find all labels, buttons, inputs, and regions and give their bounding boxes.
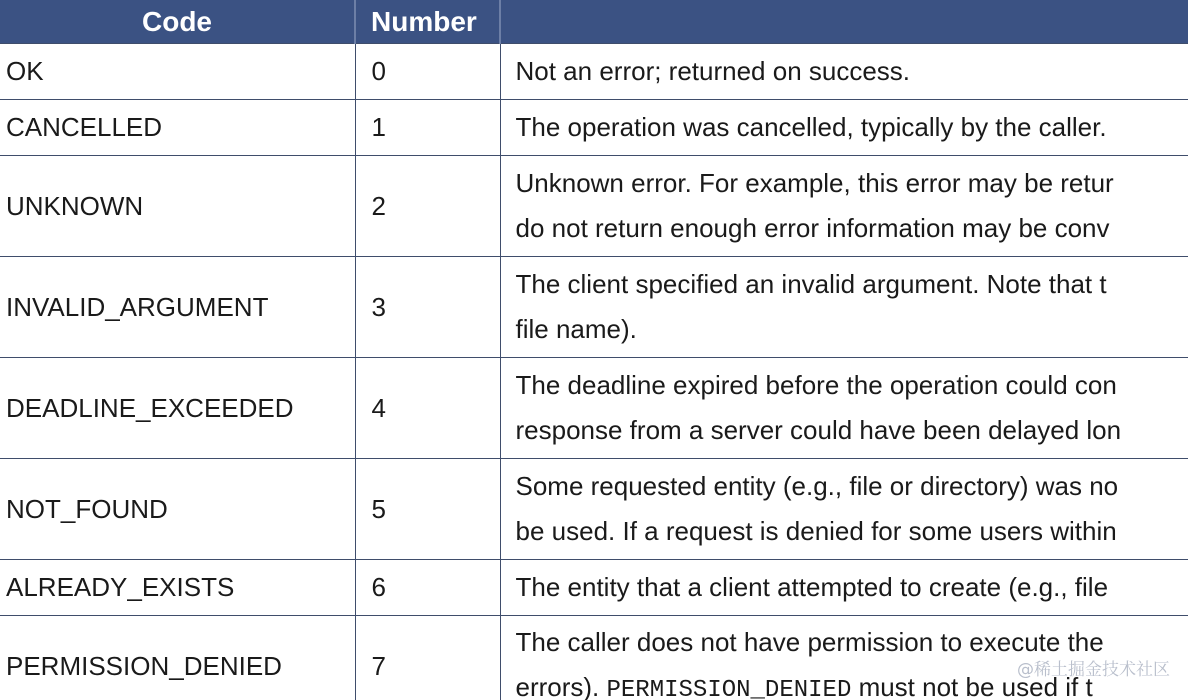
number-cell: 7 [355, 616, 500, 700]
description-line: The client specified an invalid argument. Note that t [515, 269, 1107, 299]
description-line: Not an error; returned on success. [515, 56, 911, 86]
code-cell: INVALID_ARGUMENT [0, 257, 355, 358]
table-row [0, 560, 1188, 616]
number-cell: 6 [355, 560, 500, 616]
code-cell: NOT_FOUND [0, 459, 355, 560]
description-line: The operation was cancelled, typically by the caller. [515, 112, 1107, 142]
table-row [0, 44, 1188, 100]
table-row [0, 156, 1188, 257]
description-line: do not return enough error information may be conv [515, 213, 1110, 243]
watermark: @稀土掘金技术社区 [1017, 660, 1170, 680]
description-line [516, 665, 1188, 700]
description-cell [500, 616, 1188, 700]
description-line-prefix: errors). [515, 671, 607, 700]
table-row [0, 459, 1188, 560]
description-line: Some requested entity (e.g., file or directory) was no [515, 471, 1119, 501]
number-cell: 5 [355, 459, 500, 560]
number-cell: 2 [355, 156, 500, 257]
code-cell: DEADLINE_EXCEEDED [0, 358, 355, 459]
description-cell [500, 459, 1188, 560]
table-row [0, 358, 1188, 459]
description-line: file name). [515, 314, 637, 344]
number-cell: 0 [355, 44, 500, 100]
table-row [0, 616, 1188, 700]
table-row [0, 100, 1188, 156]
number-cell: 1 [355, 100, 500, 156]
description-line: The entity that a client attempted to create (e.g., file [515, 572, 1109, 602]
code-cell: UNKNOWN [0, 156, 355, 257]
description-cell [500, 560, 1188, 616]
code-cell: OK [0, 44, 355, 100]
inline-code: PERMISSION_DENIED [606, 676, 852, 700]
description-cell [500, 358, 1188, 459]
description-cell [500, 44, 1188, 100]
description-line: The caller does not have permission to execute the [515, 626, 1104, 657]
code-cell: PERMISSION_DENIED [0, 616, 355, 700]
description-cell [500, 156, 1188, 257]
header-description [500, 0, 1188, 44]
table-header [0, 0, 1188, 44]
description-line: The deadline expired before the operation could con [515, 370, 1117, 400]
description-cell [500, 257, 1188, 358]
description-line: Unknown error. For example, this error may be retur [515, 168, 1114, 198]
description-line: response from a server could have been delayed lon [515, 415, 1122, 445]
description-line-suffix: must not be used if t [851, 671, 1093, 700]
header-code: Code [0, 0, 355, 44]
description-line: be used. If a request is denied for some users within [515, 516, 1117, 546]
code-cell: CANCELLED [0, 100, 355, 156]
header-row [0, 0, 1188, 44]
number-cell: 4 [355, 358, 500, 459]
number-cell: 3 [355, 257, 500, 358]
description-cell [500, 100, 1188, 156]
table-body [0, 44, 1188, 700]
code-cell: ALREADY_EXISTS [0, 560, 355, 616]
header-number: Number [355, 0, 500, 44]
table-row [0, 257, 1188, 358]
